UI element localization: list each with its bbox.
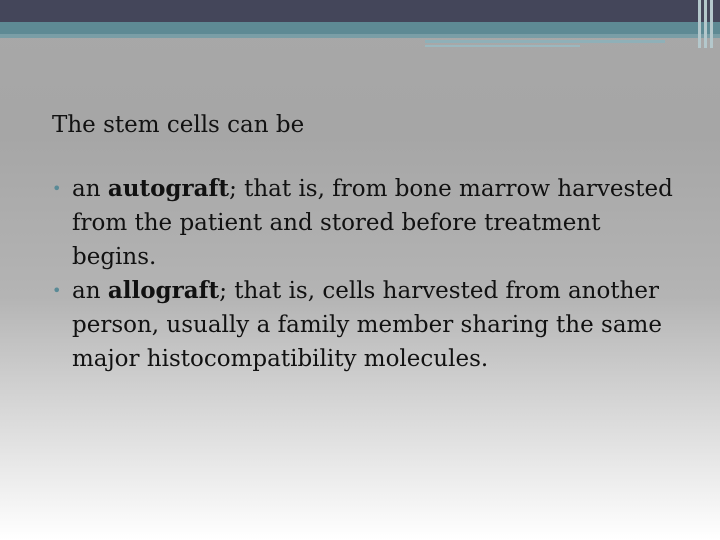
header-corner-decoration [696,0,720,48]
slide-intro-text: The stem cells can be [52,112,305,138]
header-accent-line [425,40,665,43]
bullet-item-autograft [52,172,692,274]
slide-body [52,108,692,376]
bullet-term: autograft [107,175,230,202]
header-dark-band [0,0,720,22]
header-teal-band [0,22,720,34]
bullet-icon: • [52,179,62,198]
header-accent-line-short [425,45,580,47]
bullet-text: ; that is, from bone marrow harvested from the patient and stored before treatment begins. [72,176,673,270]
bullet-item-allograft [52,274,692,376]
header-teal-underline [0,34,720,38]
bullet-icon: • [52,281,62,300]
bullet-list [52,172,692,376]
bullet-prefix: an [72,278,108,304]
bullet-term: allograft [107,277,220,304]
bullet-prefix: an [72,176,108,202]
bullet-text: ; that is, cells harvested from another person, usually a family member sharing the same major histocompatibility molecules. [72,278,662,372]
